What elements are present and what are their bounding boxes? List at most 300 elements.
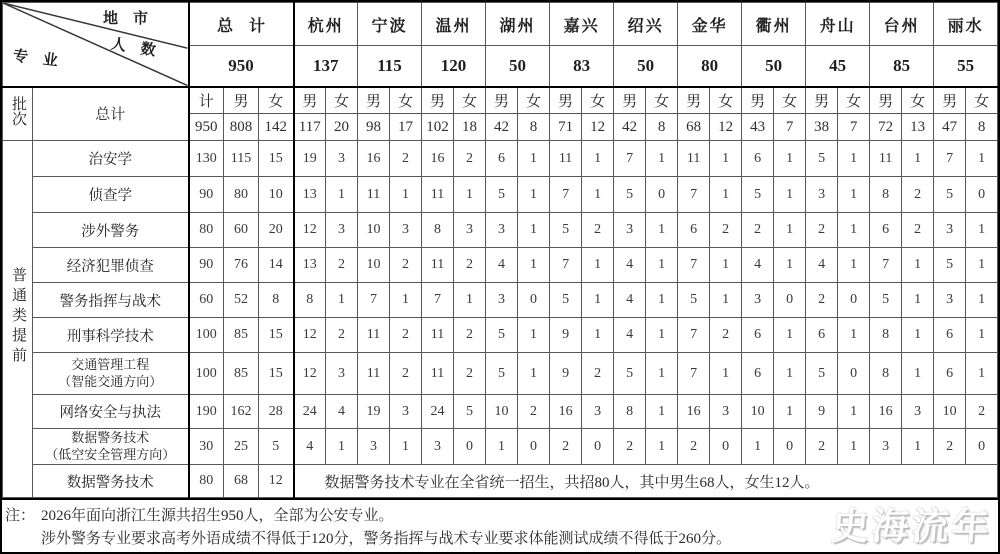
total-city-female-cell: 20 — [326, 114, 358, 141]
total-city-female-cell: 7 — [838, 114, 870, 141]
city-header-cell: 舟山 — [806, 3, 870, 46]
major-city-male-cell: 12 — [294, 213, 326, 248]
major-city-male-cell: 19 — [358, 395, 390, 429]
major-female-cell: 15 — [259, 318, 294, 353]
major-city-female-cell: 0 — [646, 177, 678, 213]
major-city-male-cell: 10 — [934, 395, 966, 429]
major-city-female-cell: 5 — [454, 395, 486, 429]
major-city-female-cell: 3 — [326, 141, 358, 177]
major-city-male-cell: 2 — [806, 213, 838, 248]
major-city-male-cell: 3 — [870, 429, 902, 465]
major-city-female-cell: 2 — [966, 395, 998, 429]
major-city-female-cell: 1 — [774, 141, 806, 177]
city-header-cell: 温州 — [422, 3, 486, 46]
city-header-cell: 湖州 — [486, 3, 550, 46]
major-city-female-cell: 0 — [966, 429, 998, 465]
total-city-male-cell: 98 — [358, 114, 390, 141]
major-city-male-cell: 5 — [742, 177, 774, 213]
major-row — [3, 141, 998, 177]
major-city-male-cell: 9 — [550, 318, 582, 353]
major-city-female-cell: 1 — [326, 177, 358, 213]
corner-city-label: 地 市 — [103, 11, 149, 27]
major-row — [3, 248, 998, 283]
sub-header-female: 女 — [259, 87, 294, 114]
major-city-male-cell: 16 — [870, 395, 902, 429]
major-city-female-cell: 0 — [838, 283, 870, 318]
major-city-male-cell: 7 — [550, 248, 582, 283]
major-city-male-cell: 24 — [422, 395, 454, 429]
major-city-female-cell: 3 — [454, 213, 486, 248]
major-city-female-cell: 1 — [518, 213, 550, 248]
major-city-female-cell: 1 — [326, 429, 358, 465]
major-city-female-cell: 3 — [582, 395, 614, 429]
major-city-male-cell: 13 — [294, 248, 326, 283]
major-row — [3, 353, 998, 395]
major-row — [3, 283, 998, 318]
major-name-cell: 侦查学 — [33, 177, 189, 213]
major-male-cell: 52 — [224, 283, 259, 318]
major-city-male-cell: 5 — [486, 177, 518, 213]
major-city-female-cell: 2 — [902, 177, 934, 213]
major-city-female-cell: 0 — [710, 429, 742, 465]
major-row — [3, 429, 998, 465]
major-city-male-cell: 5 — [550, 283, 582, 318]
major-city-male-cell: 2 — [742, 213, 774, 248]
major-male-cell: 162 — [224, 395, 259, 429]
major-city-male-cell: 7 — [678, 248, 710, 283]
major-city-male-cell: 2 — [550, 429, 582, 465]
major-city-male-cell: 6 — [870, 213, 902, 248]
major-city-female-cell: 1 — [518, 318, 550, 353]
major-city-female-cell: 1 — [902, 318, 934, 353]
major-city-female-cell: 1 — [774, 213, 806, 248]
sub-header-male: 男 — [486, 87, 518, 114]
sub-header-male: 男 — [358, 87, 390, 114]
major-female-cell: 20 — [259, 213, 294, 248]
major-city-female-cell: 1 — [774, 395, 806, 429]
total-city-female-cell: 7 — [774, 114, 806, 141]
major-city-female-cell: 3 — [710, 395, 742, 429]
city-header-cell: 金华 — [678, 3, 742, 46]
major-city-male-cell: 5 — [550, 213, 582, 248]
major-city-male-cell: 11 — [358, 353, 390, 395]
sub-header-male: 男 — [422, 87, 454, 114]
sub-header-male: 男 — [934, 87, 966, 114]
major-city-male-cell: 5 — [934, 248, 966, 283]
city-total-cell: 83 — [550, 46, 614, 87]
major-total-cell: 100 — [189, 318, 224, 353]
major-city-female-cell: 1 — [390, 177, 422, 213]
major-name-cell: 网络安全与执法 — [33, 395, 189, 429]
corner-count-label: 人 数 — [109, 36, 157, 60]
major-city-female-cell: 0 — [966, 177, 998, 213]
major-city-female-cell: 1 — [710, 248, 742, 283]
major-city-female-cell: 2 — [454, 318, 486, 353]
major-city-male-cell: 9 — [806, 395, 838, 429]
major-city-female-cell: 2 — [454, 353, 486, 395]
major-total-cell: 80 — [189, 465, 224, 498]
city-header-cell: 宁波 — [358, 3, 422, 46]
major-city-female-cell: 1 — [582, 141, 614, 177]
sub-header-female: 女 — [454, 87, 486, 114]
major-city-female-cell: 1 — [646, 248, 678, 283]
major-female-cell: 15 — [259, 141, 294, 177]
major-city-female-cell: 3 — [326, 353, 358, 395]
city-total-cell: 50 — [742, 46, 806, 87]
major-city-male-cell: 24 — [294, 395, 326, 429]
major-city-female-cell: 2 — [710, 318, 742, 353]
total-city-female-cell: 8 — [966, 114, 998, 141]
total-city-male-cell: 47 — [934, 114, 966, 141]
major-city-female-cell: 1 — [774, 318, 806, 353]
major-city-male-cell: 2 — [934, 429, 966, 465]
major-city-male-cell: 5 — [486, 353, 518, 395]
corner-cell — [3, 3, 189, 87]
city-total-cell: 80 — [678, 46, 742, 87]
major-city-male-cell: 8 — [294, 283, 326, 318]
sub-header-female: 女 — [710, 87, 742, 114]
major-city-female-cell: 1 — [838, 395, 870, 429]
sub-header-female: 女 — [646, 87, 678, 114]
sub-header-row — [3, 87, 998, 114]
major-city-male-cell: 1 — [486, 429, 518, 465]
major-city-female-cell: 1 — [646, 395, 678, 429]
major-city-male-cell: 13 — [294, 177, 326, 213]
major-city-female-cell: 1 — [966, 353, 998, 395]
sub-header-male: 男 — [294, 87, 326, 114]
major-city-male-cell: 7 — [550, 177, 582, 213]
sub-header-male: 男 — [870, 87, 902, 114]
watermark: 史海流年 — [830, 505, 994, 548]
major-city-male-cell: 6 — [742, 353, 774, 395]
statewide-note-cell: 数据警务技术专业在全省统一招生，共招80人，其中男生68人，女生12人。 — [294, 465, 998, 498]
city-header-cell: 衢州 — [742, 3, 806, 46]
city-total-cell: 115 — [358, 46, 422, 87]
major-city-female-cell: 1 — [966, 283, 998, 318]
major-city-female-cell: 1 — [710, 283, 742, 318]
major-city-male-cell: 16 — [422, 141, 454, 177]
major-row — [3, 318, 998, 353]
major-city-male-cell: 2 — [678, 429, 710, 465]
city-total-cell: 45 — [806, 46, 870, 87]
sub-header-male: 男 — [550, 87, 582, 114]
major-female-cell: 10 — [259, 177, 294, 213]
major-city-male-cell: 11 — [870, 141, 902, 177]
major-name-cell: 交通管理工程 （智能交通方向） — [33, 353, 189, 395]
batch-group-label: 普通类提前 — [3, 141, 33, 498]
major-city-male-cell: 10 — [742, 395, 774, 429]
major-city-male-cell: 7 — [358, 283, 390, 318]
total-city-male-cell: 71 — [550, 114, 582, 141]
major-city-male-cell: 11 — [678, 141, 710, 177]
major-city-male-cell: 5 — [486, 318, 518, 353]
sub-header-total: 计 — [189, 87, 224, 114]
sub-header-female: 女 — [326, 87, 358, 114]
major-city-male-cell: 6 — [934, 353, 966, 395]
admission-table — [2, 2, 998, 498]
major-city-female-cell: 1 — [646, 353, 678, 395]
major-city-male-cell: 3 — [614, 213, 646, 248]
major-total-cell: 60 — [189, 283, 224, 318]
major-total-cell: 80 — [189, 213, 224, 248]
city-total-cell: 120 — [422, 46, 486, 87]
major-city-female-cell: 4 — [326, 395, 358, 429]
major-city-female-cell: 1 — [646, 141, 678, 177]
major-name-cell: 治安学 — [33, 141, 189, 177]
major-city-male-cell: 3 — [806, 177, 838, 213]
major-city-male-cell: 5 — [870, 283, 902, 318]
city-header-cell: 嘉兴 — [550, 3, 614, 46]
total-all-cell: 950 — [189, 114, 224, 141]
major-female-cell: 14 — [259, 248, 294, 283]
sub-header-male: 男 — [742, 87, 774, 114]
major-city-female-cell: 3 — [390, 213, 422, 248]
sub-header-female: 女 — [774, 87, 806, 114]
total-city-male-cell: 38 — [806, 114, 838, 141]
total-city-female-cell: 12 — [582, 114, 614, 141]
major-female-cell: 12 — [259, 465, 294, 498]
major-city-male-cell: 4 — [742, 248, 774, 283]
major-name-cell: 数据警务技术 — [33, 465, 189, 498]
major-city-male-cell: 4 — [486, 248, 518, 283]
corner-major-label: 专 业 — [12, 48, 59, 70]
major-city-female-cell: 1 — [902, 353, 934, 395]
major-total-cell: 190 — [189, 395, 224, 429]
major-city-female-cell: 0 — [774, 283, 806, 318]
major-city-female-cell: 1 — [390, 429, 422, 465]
major-city-male-cell: 6 — [806, 318, 838, 353]
major-city-female-cell: 1 — [838, 429, 870, 465]
major-city-female-cell: 1 — [518, 353, 550, 395]
total-city-male-cell: 42 — [614, 114, 646, 141]
major-city-female-cell: 1 — [582, 177, 614, 213]
sub-header-male: 男 — [614, 87, 646, 114]
major-city-male-cell: 10 — [486, 395, 518, 429]
major-male-cell: 85 — [224, 318, 259, 353]
major-city-male-cell: 4 — [294, 429, 326, 465]
major-city-male-cell: 7 — [678, 318, 710, 353]
major-city-male-cell: 12 — [294, 353, 326, 395]
major-city-male-cell: 5 — [806, 141, 838, 177]
major-city-female-cell: 0 — [774, 429, 806, 465]
major-city-male-cell: 7 — [934, 141, 966, 177]
major-city-male-cell: 11 — [422, 318, 454, 353]
city-header-cell: 台州 — [870, 3, 934, 46]
major-total-cell: 100 — [189, 353, 224, 395]
major-city-female-cell: 1 — [646, 429, 678, 465]
footnote-line-2: 涉外警务专业要求高考外语成绩不得低于120分，警务指挥与战术专业要求体能测试成绩不得低于260分。 — [41, 531, 732, 547]
sub-header-female: 女 — [838, 87, 870, 114]
major-city-male-cell: 8 — [870, 177, 902, 213]
major-city-male-cell: 1 — [742, 429, 774, 465]
major-city-female-cell: 1 — [710, 177, 742, 213]
major-city-female-cell: 1 — [966, 141, 998, 177]
major-city-male-cell: 7 — [678, 177, 710, 213]
total-city-male-cell: 68 — [678, 114, 710, 141]
major-city-female-cell: 1 — [966, 318, 998, 353]
major-city-female-cell: 1 — [838, 141, 870, 177]
major-city-female-cell: 1 — [582, 318, 614, 353]
city-total-cell: 137 — [294, 46, 358, 87]
grand-total-value: 950 — [189, 46, 294, 87]
major-city-female-cell: 1 — [902, 248, 934, 283]
major-city-female-cell: 2 — [390, 318, 422, 353]
major-city-male-cell: 7 — [422, 283, 454, 318]
major-city-female-cell: 1 — [902, 283, 934, 318]
major-city-male-cell: 6 — [678, 213, 710, 248]
major-city-female-cell: 0 — [518, 429, 550, 465]
total-female-cell: 142 — [259, 114, 294, 141]
major-city-male-cell: 8 — [614, 395, 646, 429]
major-total-cell: 30 — [189, 429, 224, 465]
major-city-male-cell: 16 — [358, 141, 390, 177]
major-female-cell: 28 — [259, 395, 294, 429]
sub-header-male: 男 — [678, 87, 710, 114]
major-city-male-cell: 16 — [550, 395, 582, 429]
major-city-male-cell: 2 — [806, 283, 838, 318]
major-city-female-cell: 3 — [390, 395, 422, 429]
major-city-male-cell: 7 — [614, 141, 646, 177]
sub-header-female: 女 — [582, 87, 614, 114]
major-city-female-cell: 1 — [454, 177, 486, 213]
major-city-male-cell: 11 — [358, 177, 390, 213]
major-city-female-cell: 1 — [582, 248, 614, 283]
total-city-female-cell: 8 — [518, 114, 550, 141]
major-city-male-cell: 3 — [934, 213, 966, 248]
major-total-cell: 90 — [189, 248, 224, 283]
major-city-female-cell: 1 — [454, 283, 486, 318]
major-city-female-cell: 1 — [326, 283, 358, 318]
major-row — [3, 177, 998, 213]
major-city-male-cell: 5 — [614, 177, 646, 213]
major-city-male-cell: 4 — [614, 283, 646, 318]
major-city-male-cell: 3 — [934, 283, 966, 318]
major-row — [3, 465, 998, 498]
major-female-cell: 15 — [259, 353, 294, 395]
major-city-male-cell: 7 — [678, 353, 710, 395]
major-total-cell: 130 — [189, 141, 224, 177]
major-row — [3, 213, 998, 248]
major-city-male-cell: 6 — [742, 318, 774, 353]
major-city-male-cell: 3 — [422, 429, 454, 465]
major-city-female-cell: 0 — [838, 353, 870, 395]
grand-total-header: 总 计 — [189, 3, 294, 46]
major-city-male-cell: 4 — [614, 248, 646, 283]
major-row — [3, 395, 998, 429]
major-city-male-cell: 11 — [550, 141, 582, 177]
major-city-female-cell: 1 — [390, 283, 422, 318]
major-city-male-cell: 5 — [678, 283, 710, 318]
major-city-male-cell: 5 — [806, 353, 838, 395]
major-city-female-cell: 1 — [646, 283, 678, 318]
major-city-male-cell: 4 — [806, 248, 838, 283]
total-city-female-cell: 12 — [710, 114, 742, 141]
total-city-female-cell: 17 — [390, 114, 422, 141]
major-male-cell: 115 — [224, 141, 259, 177]
batch-column-header: 批次 — [3, 87, 33, 141]
city-total-cell: 50 — [614, 46, 678, 87]
major-city-female-cell: 1 — [902, 429, 934, 465]
major-male-cell: 85 — [224, 353, 259, 395]
major-city-female-cell: 2 — [454, 248, 486, 283]
major-city-male-cell: 3 — [486, 213, 518, 248]
sub-header-female: 女 — [390, 87, 422, 114]
major-city-male-cell: 6 — [486, 141, 518, 177]
header-row-cities — [3, 3, 998, 46]
major-city-female-cell: 2 — [326, 248, 358, 283]
major-city-male-cell: 5 — [614, 353, 646, 395]
major-city-female-cell: 1 — [838, 248, 870, 283]
major-city-female-cell: 2 — [390, 353, 422, 395]
major-city-male-cell: 4 — [614, 318, 646, 353]
major-city-male-cell: 6 — [742, 141, 774, 177]
footnote-line-1: 2026年面向浙江生源共招生950人，全部为公安专业。 — [41, 508, 394, 524]
major-city-female-cell: 1 — [966, 248, 998, 283]
total-city-male-cell: 72 — [870, 114, 902, 141]
major-city-female-cell: 1 — [838, 177, 870, 213]
major-city-male-cell: 11 — [422, 353, 454, 395]
diagonal-lines — [3, 3, 188, 86]
major-city-female-cell: 0 — [582, 429, 614, 465]
major-city-female-cell: 1 — [518, 141, 550, 177]
major-city-female-cell: 1 — [646, 318, 678, 353]
total-city-male-cell: 42 — [486, 114, 518, 141]
major-city-female-cell: 1 — [774, 353, 806, 395]
major-city-female-cell: 1 — [838, 213, 870, 248]
major-city-female-cell: 2 — [454, 141, 486, 177]
major-city-male-cell: 19 — [294, 141, 326, 177]
major-city-male-cell: 10 — [358, 248, 390, 283]
major-city-female-cell: 1 — [518, 248, 550, 283]
major-city-male-cell: 6 — [934, 318, 966, 353]
major-city-male-cell: 11 — [358, 318, 390, 353]
major-city-male-cell: 5 — [934, 177, 966, 213]
major-city-male-cell: 16 — [678, 395, 710, 429]
total-city-female-cell: 13 — [902, 114, 934, 141]
city-header-cell: 绍兴 — [614, 3, 678, 46]
major-name-cell: 经济犯罪侦查 — [33, 248, 189, 283]
major-city-female-cell: 2 — [582, 213, 614, 248]
total-male-cell: 808 — [224, 114, 259, 141]
city-total-cell: 85 — [870, 46, 934, 87]
major-city-female-cell: 1 — [710, 141, 742, 177]
major-city-male-cell: 8 — [870, 353, 902, 395]
city-total-cell: 55 — [934, 46, 998, 87]
major-city-female-cell: 1 — [838, 318, 870, 353]
major-city-male-cell: 3 — [358, 429, 390, 465]
major-name-cell: 涉外警务 — [33, 213, 189, 248]
major-female-cell: 5 — [259, 429, 294, 465]
major-city-female-cell: 0 — [454, 429, 486, 465]
total-city-female-cell: 8 — [646, 114, 678, 141]
major-city-male-cell: 3 — [486, 283, 518, 318]
total-city-female-cell: 18 — [454, 114, 486, 141]
major-name-cell: 警务指挥与战术 — [33, 283, 189, 318]
major-female-cell: 8 — [259, 283, 294, 318]
city-header-cell: 杭州 — [294, 3, 358, 46]
major-city-female-cell: 1 — [710, 353, 742, 395]
major-city-female-cell: 3 — [326, 213, 358, 248]
major-city-female-cell: 1 — [774, 248, 806, 283]
major-city-male-cell: 7 — [870, 248, 902, 283]
major-city-male-cell: 8 — [422, 213, 454, 248]
major-city-female-cell: 2 — [710, 213, 742, 248]
major-city-female-cell: 2 — [390, 248, 422, 283]
city-total-cell: 50 — [486, 46, 550, 87]
sub-header-male: 男 — [806, 87, 838, 114]
total-row-label: 总计 — [33, 87, 189, 141]
major-city-female-cell: 2 — [518, 395, 550, 429]
